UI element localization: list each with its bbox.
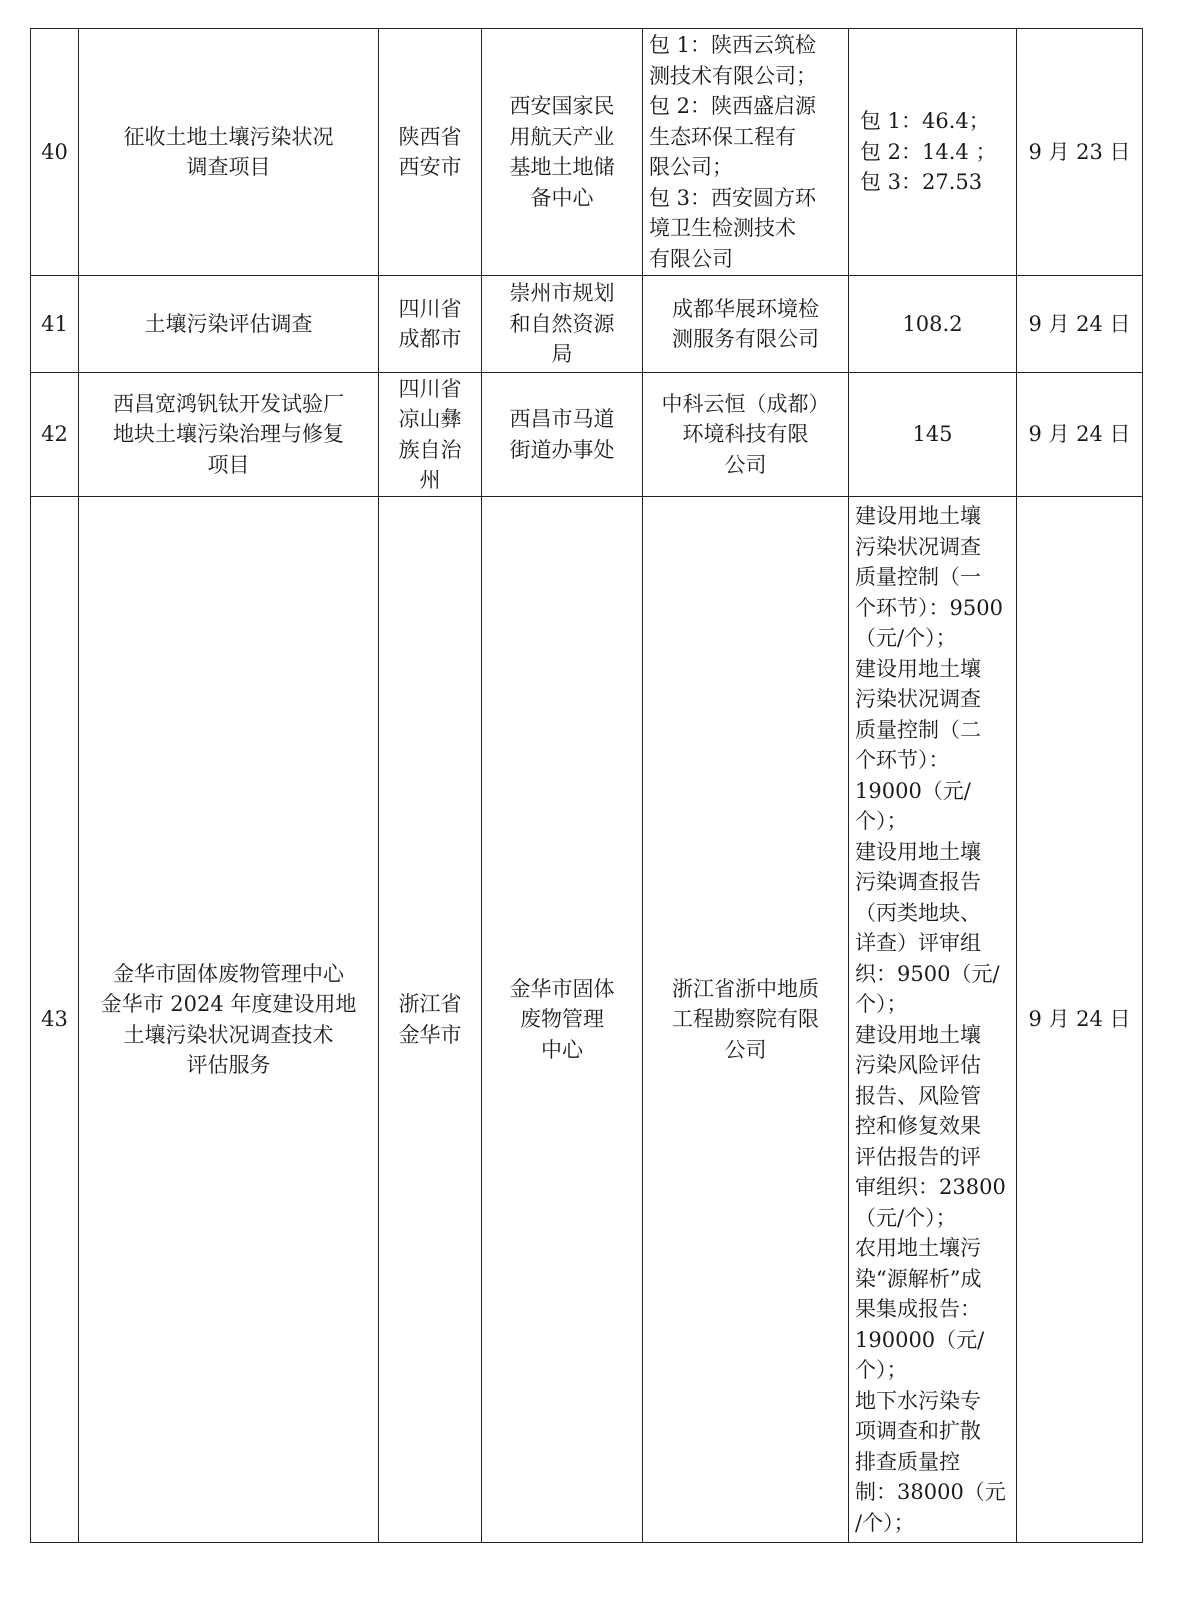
cell-text-line: 西安市 (398, 155, 462, 179)
cell-text-line: 建设用地土壤 (855, 656, 981, 681)
cell-text-line: 报告、风险管 (855, 1083, 981, 1108)
cell-text-line: 包 2：陕西盛启源 (649, 94, 817, 118)
row-number: 42 (31, 373, 79, 497)
cell-text-line: 调查项目 (186, 155, 271, 179)
cell-text-line: 基地土地储 (509, 155, 615, 179)
cell-text-line: 金华市固体 (509, 976, 615, 1001)
cell-text-line: 19000（元/ (855, 778, 971, 803)
cell-text-line: 有限公司 (649, 246, 733, 271)
cell-text-line: 包 1：46.4； (860, 109, 990, 134)
supplier-cell (643, 373, 849, 497)
cell-text-line: 果集成报告： (855, 1297, 981, 1321)
cell-text-line: 西安国家民 (509, 94, 615, 118)
cell-text-line: 质量控制（一 (855, 565, 981, 589)
cell-text-line: 生态环保工程有 (649, 124, 796, 149)
cell-text-line: 排查质量控 (855, 1449, 960, 1474)
cell-text-line: 浙江省浙中地质 (672, 976, 819, 1001)
project-name-cell (79, 497, 379, 1543)
cell-text-line: 测服务有限公司 (672, 327, 819, 351)
cell-text-line: 染“源解析”成 (855, 1266, 982, 1291)
cell-text-line: 西昌宽鸿钒钛开发试验厂 (113, 391, 344, 416)
cell-text-line: 个）； (855, 809, 908, 833)
cell-text-line: 崇州市规划 (509, 281, 615, 306)
project-name-cell (79, 29, 379, 276)
cell-text-line: 限公司； (649, 155, 733, 179)
cell-text-line: 包 1：陕西云筑检 (649, 33, 817, 57)
cell-text-line: 评估报告的评 (855, 1144, 981, 1169)
row-number: 40 (31, 29, 79, 276)
cell-text-line: 农用地土壤污 (855, 1236, 981, 1260)
cell-text-line: 项调查和扩散 (855, 1419, 981, 1443)
cell-text-line: （元/个）； (855, 1205, 957, 1230)
cell-text-line: 西昌市马道 (509, 407, 615, 431)
cell-text-line: 个环节）： (855, 748, 950, 772)
cell-text-line: 备中心 (530, 185, 594, 210)
row-number: 41 (31, 276, 79, 373)
amount-cell (849, 373, 1017, 497)
project-name-cell (79, 373, 379, 497)
cell-text-line: 族自治 (398, 437, 462, 462)
location-cell (379, 497, 482, 1543)
cell-text-line: 个）； (855, 1358, 908, 1382)
cell-text-line: 污染风险评估 (855, 1053, 981, 1077)
cell-text-line: 用航天产业 (509, 124, 615, 149)
cell-text-line: 建设用地土壤 (855, 504, 981, 528)
cell-text-line: 个）； (855, 992, 908, 1016)
date-cell: 9 月 23 日 (1017, 29, 1143, 276)
cell-text-line: 金华市固体废物管理中心 (113, 961, 344, 986)
cell-text-line: 街道办事处 (509, 437, 615, 462)
cell-text-line: 州 (419, 468, 441, 492)
row-number: 43 (31, 497, 79, 1543)
cell-text-line: （丙类地块、 (855, 900, 981, 925)
supplier-cell (643, 276, 849, 373)
location-cell (379, 29, 482, 276)
cell-text-line: 织：9500（元/ (855, 961, 1000, 986)
table-row-40 (31, 29, 1143, 276)
cell-text-line: 地下水污染专 (855, 1388, 981, 1413)
date-cell: 9 月 24 日 (1017, 497, 1143, 1543)
purchaser-cell (482, 497, 643, 1543)
supplier-cell (643, 29, 849, 276)
table-row-41 (31, 276, 1143, 373)
cell-text-line: 陕西省 (398, 124, 462, 149)
cell-text-line: 中心 (541, 1037, 583, 1062)
cell-text-line: 中科云恒（成都） (661, 391, 830, 416)
cell-text-line: 局 (551, 342, 573, 367)
cell-text-line: 建设用地土壤 (855, 839, 981, 864)
cell-text-line: 土壤污染状况调查技术 (123, 1022, 334, 1047)
amount-cell (849, 497, 1017, 1543)
cell-text-line: 和自然资源 (509, 311, 615, 336)
table-row-43 (31, 497, 1143, 1543)
cell-text-line: 金华市 2024 年度建设用地 (100, 992, 357, 1016)
procurement-results-table-page (30, 28, 1143, 1543)
cell-text-line: 成都华展环境检 (672, 296, 819, 321)
date-cell: 9 月 24 日 (1017, 276, 1143, 373)
cell-text-line: 108.2 (902, 311, 963, 336)
location-cell (379, 276, 482, 373)
cell-text-line: 征收土地土壤污染状况 (123, 124, 334, 149)
amount-cell (849, 276, 1017, 373)
cell-text-line: 审组织：23800 (855, 1175, 1006, 1199)
date-cell: 9 月 24 日 (1017, 373, 1143, 497)
cell-text-line: 公司 (724, 452, 767, 477)
cell-text-line: 凉山彝 (398, 407, 462, 431)
project-name-cell (79, 276, 379, 373)
cell-text-line: 污染状况调查 (855, 534, 981, 559)
cell-text-line: 包 3：西安圆方环 (649, 185, 817, 210)
cell-text-line: 包 3：27.53 (860, 170, 983, 195)
cell-text-line: 详查）评审组 (855, 931, 981, 955)
cell-text-line: 地块土壤污染治理与修复 (113, 422, 344, 447)
cell-text-line: 质量控制（二 (855, 717, 981, 742)
cell-text-line: 评估服务 (186, 1053, 271, 1077)
cell-text-line: 废物管理 (520, 1007, 604, 1032)
cell-text-line: /个）； (855, 1510, 915, 1535)
cell-text-line: 污染状况调查 (855, 687, 981, 711)
cell-text-line: 土壤污染评估调查 (144, 311, 313, 336)
cell-text-line: 145 (912, 422, 953, 447)
supplier-cell (643, 497, 849, 1543)
cell-text-line: 工程勘察院有限 (672, 1007, 819, 1032)
cell-text-line: 环境科技有限 (682, 422, 809, 447)
cell-text-line: 金华市 (398, 1022, 462, 1047)
cell-text-line: 浙江省 (398, 992, 462, 1016)
location-cell (379, 373, 482, 497)
purchaser-cell (482, 373, 643, 497)
cell-text-line: 四川省 (398, 376, 462, 401)
cell-text-line: 190000（元/ (855, 1327, 985, 1352)
cell-text-line: 污染调查报告 (855, 870, 981, 894)
purchaser-cell (482, 29, 643, 276)
cell-text-line: 个环节）：9500 (855, 595, 1003, 620)
amount-cell (849, 29, 1017, 276)
purchaser-cell (482, 276, 643, 373)
cell-text-line: （元/个）； (855, 626, 957, 650)
cell-text-line: 项目 (207, 452, 250, 477)
cell-text-line: 成都市 (398, 327, 462, 351)
cell-text-line: 建设用地土壤 (855, 1022, 981, 1047)
cell-text-line: 制：38000（元 (855, 1480, 1006, 1504)
cell-text-line: 公司 (724, 1037, 767, 1062)
cell-text-line: 四川省 (398, 296, 462, 321)
cell-text-line: 测技术有限公司； (649, 63, 817, 88)
procurement-results-table (30, 28, 1143, 1543)
cell-text-line: 控和修复效果 (855, 1114, 981, 1138)
cell-text-line: 境卫生检测技术 (649, 216, 796, 240)
cell-text-line: 包 2：14.4 ； (860, 139, 997, 164)
table-row-42 (31, 373, 1143, 497)
